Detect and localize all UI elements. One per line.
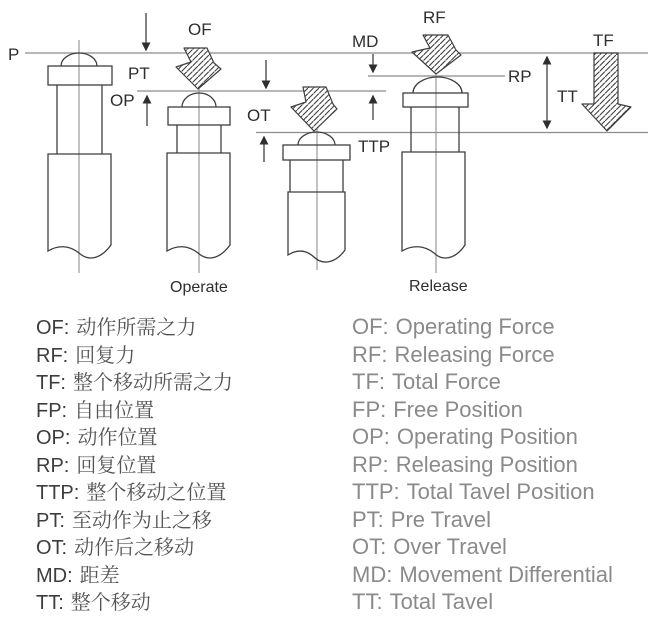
- travel-position-diagram: [0, 0, 650, 305]
- legend-text-en: Free Position: [393, 396, 523, 422]
- operating-force-arrow-icon: [176, 48, 221, 89]
- legend-code-zh: PT:: [36, 509, 65, 532]
- legend-text-en: Pre Travel: [390, 506, 492, 532]
- label-operating-position: OP: [110, 91, 135, 110]
- legend-text-zh: 整个移动: [70, 592, 151, 614]
- legend-row-op: [0, 421, 650, 449]
- legend-text-zh: 至动作为止之移: [71, 509, 212, 532]
- legend-text-en: Releasing Position: [395, 451, 578, 477]
- diagram-labels: [8, 8, 614, 296]
- total-force-arrow-icon: [582, 53, 631, 131]
- legend-code-zh: MD:: [36, 564, 73, 587]
- total-travel-force-arrow-icon: [291, 87, 337, 131]
- legend-row-tt: [0, 586, 650, 614]
- legend-code-zh: TT:: [36, 592, 64, 614]
- plunger-releasing-position: [402, 77, 468, 258]
- plunger-cap: [48, 66, 112, 85]
- legend-row-ttp: [0, 476, 650, 504]
- legend-code-en: TTP:: [352, 479, 400, 504]
- legend-text-zh: 动作位置: [77, 427, 158, 449]
- plunger-body: [402, 152, 465, 258]
- label-total-travel-position: TTP: [358, 137, 391, 156]
- legend-code-zh: RP:: [36, 454, 70, 477]
- legend-row-md: [0, 559, 650, 587]
- legend-code-zh: TTP:: [36, 482, 80, 504]
- legend-row-tf: [0, 366, 650, 394]
- legend-text-zh: 整个移动之位置: [86, 482, 227, 504]
- legend-code-en: RF:: [352, 341, 388, 367]
- legend-text-en: Total Tavel: [389, 589, 494, 614]
- legend-text-zh: 自由位置: [74, 399, 155, 422]
- legend-text-en: Movement Differential: [399, 561, 613, 587]
- legend-text-en: Over Travel: [393, 534, 507, 559]
- legend-code-en: TT:: [352, 589, 383, 614]
- legend-row-fp: [0, 394, 650, 422]
- plunger-neck: [411, 107, 459, 152]
- legend-row-ot: [0, 531, 650, 559]
- legend-code-en: TF:: [352, 369, 385, 394]
- force-arrows: [176, 35, 631, 131]
- legend-code-en: OF:: [352, 314, 389, 339]
- legend-code-zh: RF:: [36, 344, 69, 367]
- legend-row-rp: [0, 449, 650, 477]
- legend-code-zh: FP:: [36, 399, 68, 422]
- label-releasing-position: RP: [508, 67, 532, 86]
- legend-code-en: MD:: [352, 561, 393, 587]
- legend-code-zh: TF:: [36, 372, 66, 394]
- legend-code-zh: OP:: [36, 427, 71, 449]
- legend-code-en: OT:: [352, 534, 387, 559]
- legend-text-en: Total Force: [392, 369, 501, 394]
- caption-release: Release: [409, 278, 468, 295]
- legend-code-en: FP:: [352, 396, 387, 422]
- legend-code-en: OP:: [352, 424, 390, 449]
- legend-row-pt: [0, 504, 650, 532]
- label-over-travel: OT: [247, 106, 271, 125]
- plunger-dome: [413, 77, 462, 93]
- legend-text-zh: 回复力: [75, 344, 136, 367]
- label-movement-differential: MD: [352, 32, 379, 51]
- label-total-force: TF: [593, 31, 614, 50]
- legend-code-zh: OT:: [36, 537, 68, 559]
- legend: [0, 311, 650, 614]
- legend-code-en: PT:: [352, 506, 384, 532]
- legend-text-en: Operating Position: [396, 424, 578, 449]
- label-free-position: P: [8, 45, 20, 64]
- legend-text-zh: 距差: [79, 564, 120, 587]
- label-pre-travel: PT: [128, 64, 150, 83]
- legend-text-zh: 整个移动所需之力: [73, 372, 233, 394]
- label-operating-force: OF: [188, 20, 212, 39]
- label-releasing-force: RF: [423, 8, 446, 27]
- legend-row-rf: [0, 339, 650, 367]
- label-total-travel: TT: [557, 87, 578, 106]
- legend-text-en: Operating Force: [395, 314, 555, 339]
- plunger-free-position: [48, 53, 112, 258]
- legend-text-zh: 动作后之移动: [74, 537, 195, 559]
- legend-code-en: RP:: [352, 451, 389, 477]
- legend-text-en: Releasing Force: [394, 341, 555, 367]
- legend-text-zh: 回复位置: [76, 454, 157, 477]
- legend-code-zh: OF:: [36, 317, 70, 339]
- legend-text-en: Total Tavel Position: [406, 479, 595, 504]
- legend-row-of: [0, 311, 650, 339]
- legend-text-zh: 动作所需之力: [76, 317, 197, 339]
- caption-operate: Operate: [170, 279, 228, 296]
- diagram-canvas: [0, 0, 650, 305]
- releasing-force-arrow-icon: [412, 35, 461, 74]
